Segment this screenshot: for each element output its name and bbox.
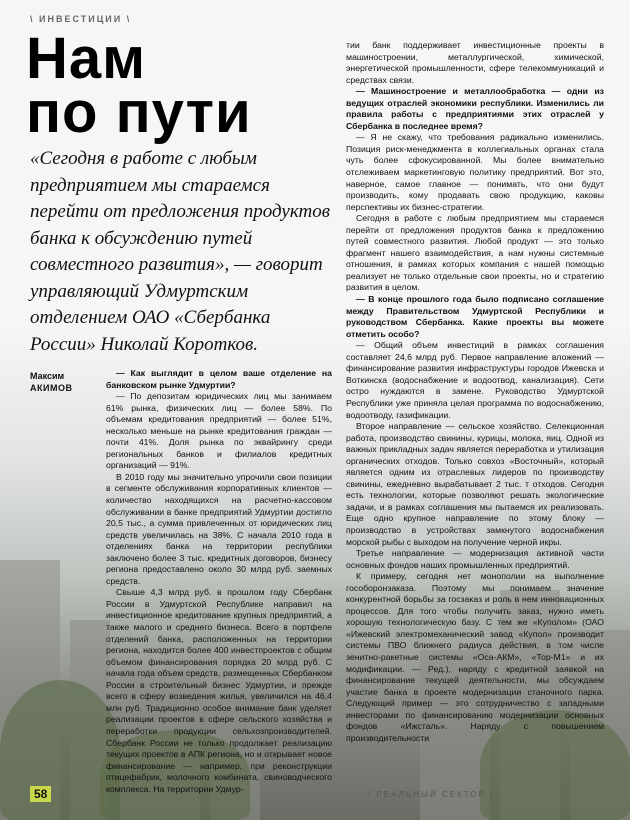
body-paragraph: Второе направление — сельское хозяйство. Селекционная работа, производство свинины, курицы, молока, яиц. Одной из важных прикладных задач является переработка и утилизация органических отходов. Только совхоз «Восточный», который является одним из отраслевых лидеров по производству свинины, ежедневно вырабатывает 2 тыс. т отходов. Сегодня есть технологии, которые позволяют решать экологические задачи, и в рамках соглашения мы пытаемся их реализовать. Еще одно крупное направление по этому блоку — производство в устройствах замкнутого водоснабжения морской рыбы с выходом на получение черной икры. <box>346 421 604 547</box>
question-paragraph: — В конце прошлого года было подписано соглашение между Правительством Удмуртской Республики и руководством Сбербанка. Какие проекты вы можете отметить особо? <box>346 294 604 339</box>
article-title: Нам по пути <box>26 26 252 145</box>
author: Максим АКИМОВ <box>30 371 73 393</box>
rubric: \ ИНВЕСТИЦИИ \ <box>30 14 132 24</box>
body-paragraph: В 2010 году мы значительно упрочили свои позиции в сегменте обслуживания корпоративных клиентов — количество находящихся на расчетно-кассовом обслуживании в банке предприятий Удмуртии достигло 20,5 тыс., а сумма привлеченных от юридических лиц средств увеличилась на 38%. С начала 2010 года в отделениях банка на территории республики заключено более 3 тыс. кредитных договоров, бизнесу региона предоставлено около 30 млрд руб. заемных средств. <box>106 471 332 586</box>
body-paragraph: — По депозитам юридических лиц мы занимаем 61% рынка, физических лиц — более 58%. По объемам кредитования предприятий — более 51%, несколько меньше на рынке кредитования граждан — почти 41%. Доля рынка по эквайрингу среди региональных банков и филиалов кредитных организаций — 91%. <box>106 391 332 471</box>
body-paragraph: К примеру, сегодня нет монополии на выполнение гособоронзаказа. Поэтому мы понимаем значение конкурентной борьбы за госзаказ и роль в нем инновационных процессов. Для того чтобы получить заказ, нужно иметь хорошую технологическую базу. С тем же «Куполом» (ОАО «Ижевский электромеханический завод «Купол» производит системы ПВО ближнего радиуса действия, в том числе зенитно-ракетные системы «Оса-АКМ», «Тор-М1» и их модификации. — Ред.), наряду с кредитной заявкой на финансирование текущей деятельности, мы обсуждаем участие банка в проекте модернизации станочного парка. Следующий пример — это сотрудничество с западными инвесторами по финансированию модернизации основных фондов «Ижсталь». Наряду с повышением производительности <box>346 571 604 743</box>
body-paragraph: тии банк поддерживает инвестиционные проекты в машиностроении, металлургической, химической, энергетической промышленности, сфере телекоммуникаций и средствах связи. <box>346 40 604 85</box>
question-paragraph: — Машиностроение и металлообработка — одни из ведущих отраслей экономики республики. Изменились ли правила работы с предприятиями этих отраслей у Сбербанка в последнее время? <box>346 86 604 131</box>
body-paragraph: — Я не скажу, что требования радикально изменились. Позиция риск-менеджмента в коллегиальных органах стала чуть более сфокусированной. Мы более внимательно отслеживаем маркетинговую политику предприятий. Вот это, наверное, самое главное — понимать, что они будут производить, кому продавать свою продукцию, каковы перспективы их бизнес-стратегии. <box>346 132 604 212</box>
section-footer: \ РЕАЛЬНЫЙ СЕКТОР \ <box>368 790 495 799</box>
body-paragraph: Сегодня в работе с любым предприятием мы стараемся перейти от предложения продуктов банка к предложению путей совместного развития. Любой продукт — это только фрагмент нашего взаимодействия, а нам нужны системные отношения, в рамках которых компания с нашей помощью реализует не только отдельные свои проекты, но и стратегию развития в целом. <box>346 213 604 293</box>
lead-quote: «Сегодня в работе с любым предприятием мы стараемся перейти от предложения продуктов банка к обсуждению путей совместного развития», — говорит управляющий Удмуртским отделением ОАО «Сбербанка России» Николай Коротков. <box>30 148 330 355</box>
page-number: 58 <box>30 786 51 802</box>
body-paragraph: Свыше 4,3 млрд руб. в прошлом году Сбербанк России в Удмуртской Республике направил на инвестиционное кредитование крупных предприятий, а также малого и среднего бизнеса. Всего в портфеле отделений банка, расположенных на территории региона, находится более 400 инвестпроектов с общим объемом финансирования порядка 20 млрд руб. С начала года объем средств, размещенных Сбербанком России в строительный бизнес Удмуртии, и прежде всего в сферу возведения жилья, увеличился на 46,4 млн руб. Традиционно особое внимание банк уделяет реализации проектов в сфере сельского хозяйства и переработки продукции сельхозпроизводителей. Сбербанк России не только продолжает реализацию текущих проектов в АПК региона, но и открывает новое финансирование — например, при реконструкции птицефабрик, молочного комбината, свиноводческого комплекса. На территории Удмур- <box>106 587 332 794</box>
column-right <box>346 40 604 744</box>
body-paragraph: — Общий объем инвестиций в рамках соглашения составляет 24,6 млрд руб. Первое направление вложений — финансирование развития инфраструктуры городов Ижевска и Воткинска (водоснабжение и водоотвод, канализация). Сети остро нуждаются в замене. Руководство Удмуртской Республики уже приняла целая программа по водоснабжению, водоотводу, газификации. <box>346 340 604 420</box>
question-paragraph: — Как выглядит в целом ваше отделение на банковском рынке Удмуртии? <box>106 368 332 390</box>
body-paragraph: Третье направление — модернизация активной части основных фондов наших промышленных предприятий. <box>346 548 604 570</box>
column-middle <box>106 368 332 795</box>
